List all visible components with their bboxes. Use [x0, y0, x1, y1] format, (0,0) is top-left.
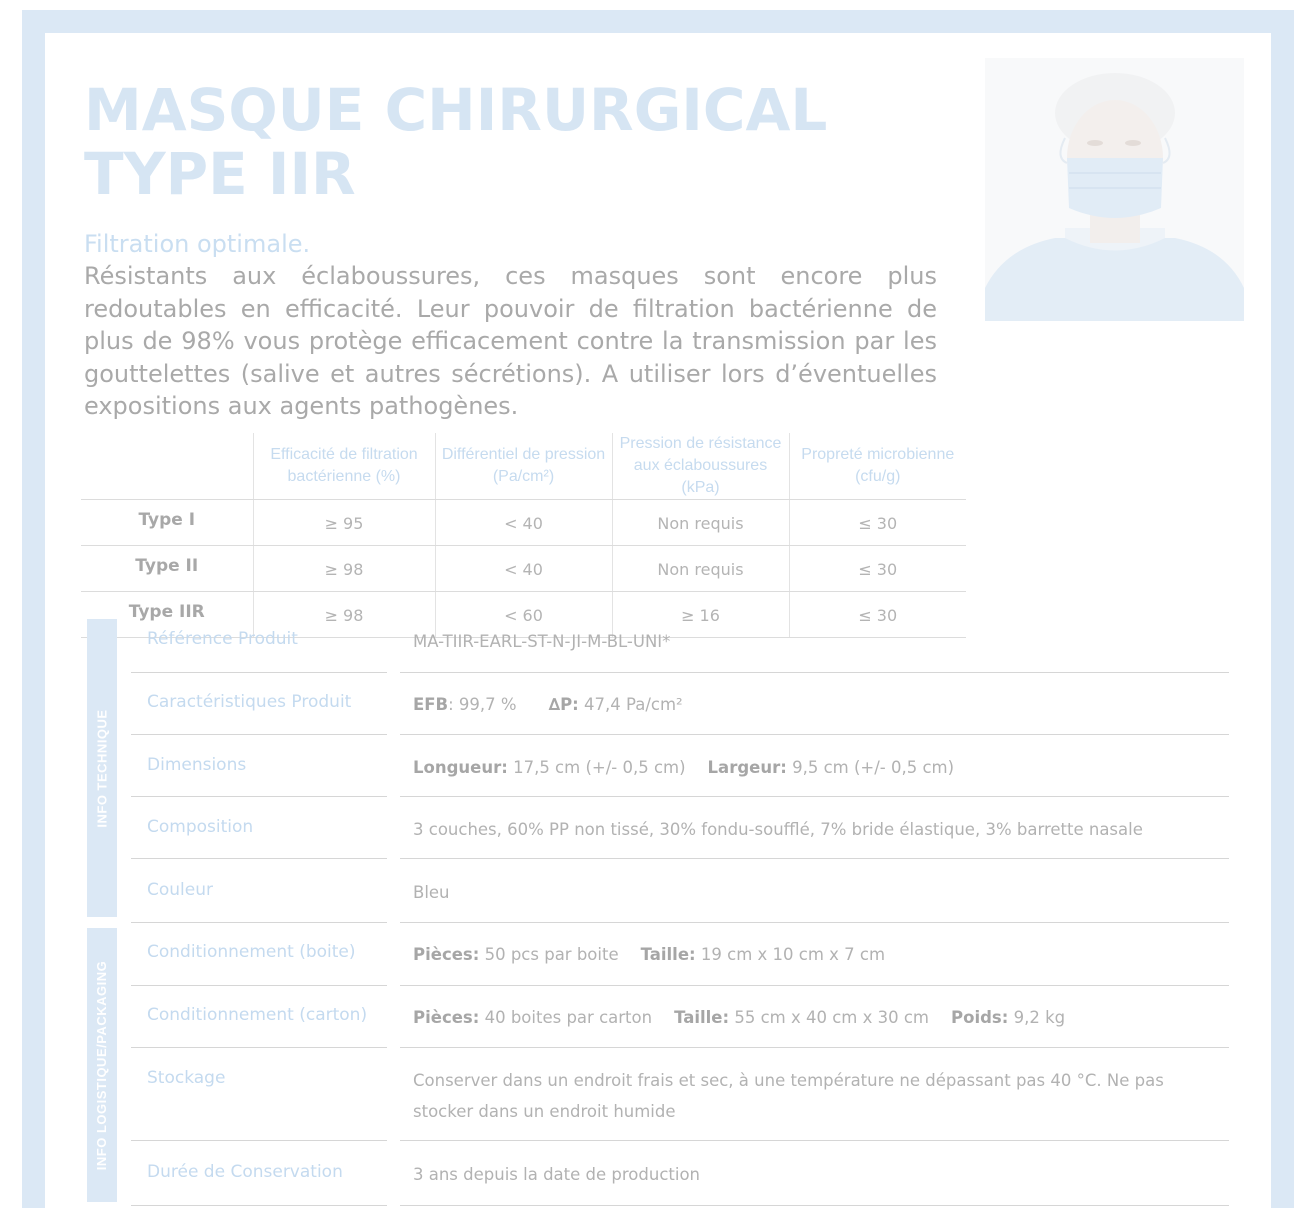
longueur-label: Longueur: — [413, 758, 508, 777]
table-cell: ≥ 95 — [253, 500, 435, 546]
row-divider — [131, 1047, 387, 1048]
table-header-row — [81, 433, 966, 500]
woman-wearing-mask-image — [985, 58, 1244, 321]
row-divider — [131, 672, 387, 673]
row-divider — [400, 922, 1229, 923]
longueur-value: 17,5 cm (+/- 0,5 cm) — [513, 758, 686, 777]
table-cell: ≤ 30 — [789, 546, 966, 592]
taille-value: 19 cm x 10 cm x 7 cm — [700, 945, 886, 964]
section-title-logistique: INFO LOGISTIQUE/PACKAGING — [94, 960, 110, 1170]
info-value — [413, 1002, 1223, 1033]
composition-value: 3 couches, 60% PP non tissé, 30% fondu-soufflé, 7% bride élastique, 3% barrette nasale — [413, 820, 1143, 839]
table-cell: ≥ 98 — [253, 546, 435, 592]
row-divider — [400, 734, 1229, 735]
product-title-line1: MASQUE CHIRURGICAL — [84, 76, 828, 144]
row-divider — [131, 796, 387, 797]
pieces-label: Pièces: — [413, 1008, 480, 1027]
product-photo — [985, 58, 1244, 321]
table-cell: < 60 — [435, 592, 612, 638]
table-cell: Non requis — [612, 500, 789, 546]
row-divider — [400, 1205, 1229, 1206]
taille-label: Taille: — [640, 945, 696, 964]
row-divider — [131, 1140, 387, 1141]
poids-label: Poids: — [951, 1008, 1009, 1027]
mask-type-comparison-table — [81, 433, 966, 638]
row-divider — [400, 1140, 1229, 1141]
delta-p-label: ∆P: — [548, 695, 579, 714]
info-label: Conditionnement (boite) — [147, 942, 356, 962]
info-label: Couleur — [147, 880, 213, 900]
info-label: Dimensions — [147, 755, 247, 775]
taille-value: 55 cm x 40 cm x 30 cm — [734, 1008, 930, 1027]
row-divider — [400, 796, 1229, 797]
info-value — [413, 877, 1223, 908]
row-divider — [400, 1047, 1229, 1048]
pieces-value: 40 boites par carton — [484, 1008, 653, 1027]
info-label: Référence Produit — [147, 629, 298, 649]
column-header: Efficacité de filtration bactérienne (%) — [253, 433, 435, 500]
row-divider — [400, 672, 1229, 673]
info-value — [413, 752, 1223, 783]
info-value — [413, 814, 1223, 845]
stockage-value: Conserver dans un endroit frais et sec, à une température ne dépassant pas 40 °C. Ne pas stocker dans un endroit humide — [413, 1071, 1164, 1121]
efb-label: EFB — [413, 695, 449, 714]
section-label-technique — [87, 619, 117, 917]
poids-value: 9,2 kg — [1013, 1008, 1066, 1027]
table-cell: < 40 — [435, 546, 612, 592]
section-title-technique: INFO TECHNIQUE — [94, 708, 110, 828]
largeur-label: Largeur: — [707, 758, 787, 777]
product-description: Résistants aux éclaboussures, ces masques sont encore plus redoutables en efficacité. Leur pouvoir de filtration bactérienne de plus de 98% vous protège efficacement contre la transmission par les gouttelettes (salive et autres sécrétions). A utiliser lors d’éventuelles expositions aux agents pathogènes. — [84, 262, 937, 420]
info-label: Caractéristiques Produit — [147, 692, 352, 712]
pieces-label: Pièces: — [413, 945, 480, 964]
table-row — [81, 546, 966, 592]
table-cell: ≥ 16 — [612, 592, 789, 638]
table-cell: Non requis — [612, 546, 789, 592]
largeur-value: 9,5 cm (+/- 0,5 cm) — [792, 758, 955, 777]
info-label: Conditionnement (carton) — [147, 1005, 368, 1025]
table-cell: < 40 — [435, 500, 612, 546]
column-header: Pression de résistance aux éclaboussures (kPa) — [612, 433, 789, 500]
row-header: Type II — [81, 546, 253, 592]
pieces-value: 50 pcs par boite — [484, 945, 619, 964]
row-divider — [131, 1205, 387, 1206]
row-divider — [400, 858, 1229, 859]
row-header: Type IIR — [81, 592, 253, 638]
row-divider — [131, 922, 387, 923]
product-subtitle: Filtration optimale. — [84, 230, 311, 258]
table-cell: ≤ 30 — [789, 592, 966, 638]
table-corner-cell — [81, 433, 253, 500]
info-label: Composition — [147, 817, 254, 837]
info-value — [413, 1065, 1223, 1127]
taille-label: Taille: — [674, 1008, 730, 1027]
table-row — [81, 500, 966, 546]
info-value — [413, 1159, 1223, 1190]
info-label: Stockage — [147, 1068, 226, 1088]
row-divider — [131, 858, 387, 859]
delta-p-value: 47,4 Pa/cm² — [584, 695, 683, 714]
efb-value: : 99,7 % — [448, 695, 517, 714]
table-cell: ≤ 30 — [789, 500, 966, 546]
row-divider — [400, 985, 1229, 986]
info-label: Durée de Conservation — [147, 1162, 343, 1182]
couleur-value: Bleu — [413, 883, 450, 902]
column-header: Propreté microbienne (cfu/g) — [789, 433, 966, 500]
column-header: Différentiel de pression (Pa/cm²) — [435, 433, 612, 500]
row-divider — [131, 985, 387, 986]
row-divider — [131, 734, 387, 735]
reference-value: MA-TIIR-EARL-ST-N-JI-M-BL-UNI* — [413, 632, 671, 651]
info-value — [413, 939, 1223, 970]
info-value — [413, 626, 1223, 657]
section-label-logistique — [87, 928, 117, 1202]
conservation-value: 3 ans depuis la date de production — [413, 1165, 700, 1184]
info-value — [413, 689, 1223, 720]
table-cell: ≥ 98 — [253, 592, 435, 638]
product-title — [84, 78, 827, 206]
row-header: Type I — [81, 500, 253, 546]
product-title-line2: TYPE IIR — [84, 140, 356, 208]
